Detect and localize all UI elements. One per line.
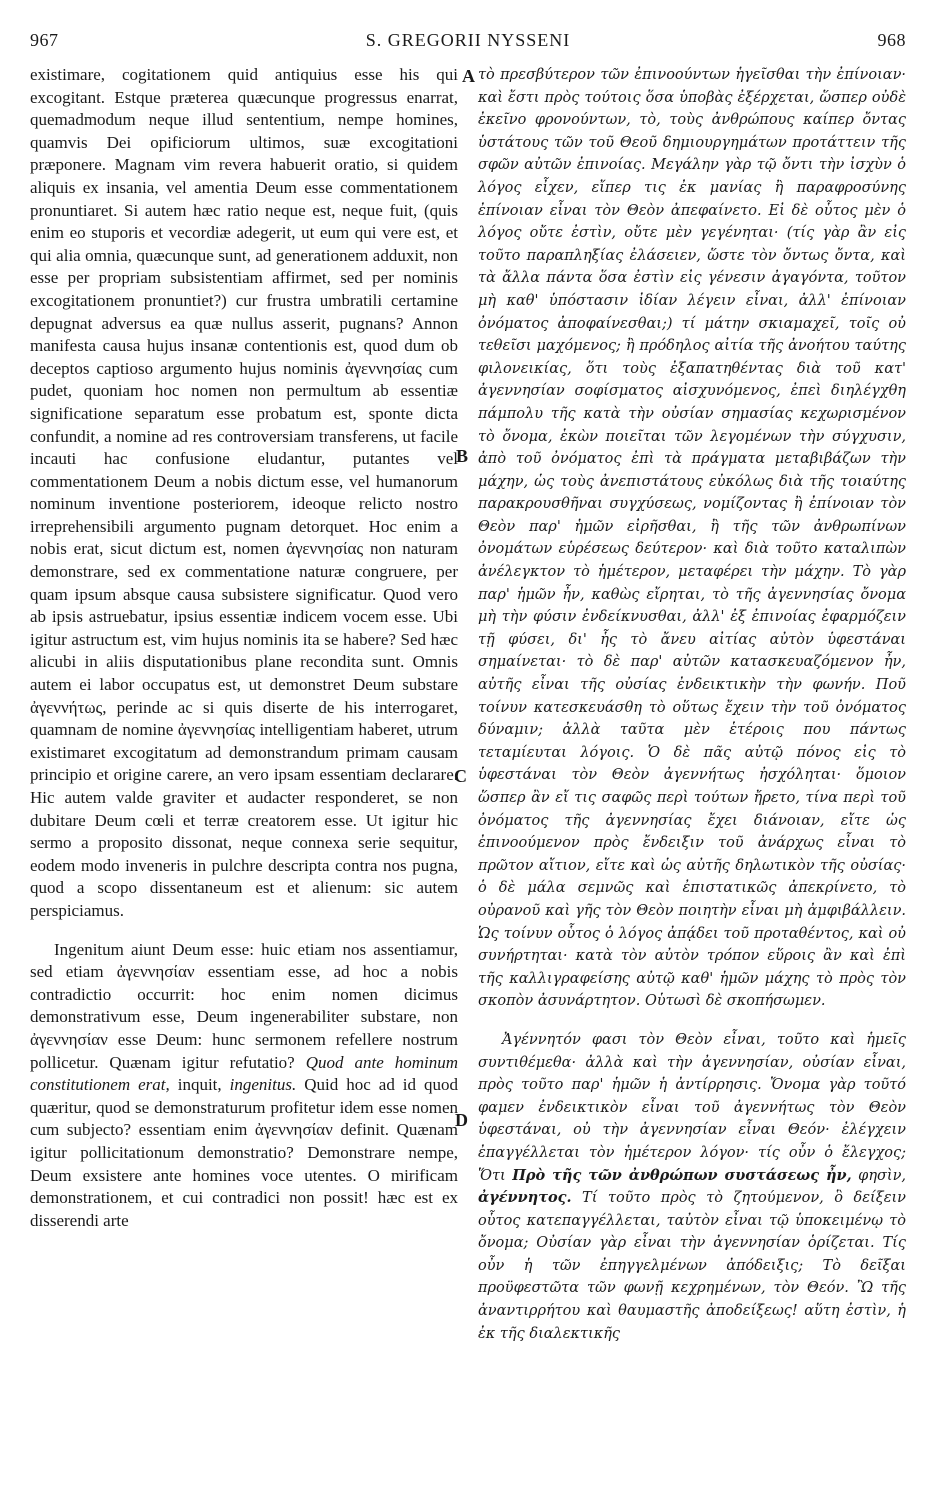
greek-column: [478, 64, 906, 1345]
margin-marker-a: A: [462, 66, 475, 86]
page-number-left: 967: [30, 30, 59, 50]
latin-paragraph-2: [30, 939, 458, 1233]
greek-p2-text-b: φησὶν,: [858, 1167, 907, 1184]
latin-p2-text-c: Quid hoc ad id quod quæritur, quod se demonstraturum profitetur idem esse nomen cum subjecto? essentiam enim ἀγεννησίαν definit. Quænam igitur pollicitationum demonstratio? Demonstrare nempe, Deum exsistere ante homines voce utentes. O mirificam demonstrationem, et cui contradici non possit! hæc est ex disserendi arte: [30, 1075, 459, 1230]
latin-p2-quote: Quod ante hominum constitutionem erat,: [30, 1052, 458, 1095]
greek-paragraph-1: τὸ πρεσβύτερον τῶν ἐπινοούντων ἡγεῖσθαι τὴν ἐπίνοιαν· καὶ ἔστι πρὸς τούτοις ὅσα ὑποβὰς ἐξέρχεται, ὥσπερ οὐδὲ ἐκεῖνο φρονούντων, τὸ, τοὺς ἀνθρώπους καίπερ ὄντας ὑστάτους τῶν τοῦ Θεοῦ δημιουργημάτων προτάττειν τῆς σφῶν αὐτῶν ἐπινοίας. Μεγάλην γὰρ τῷ ὄντι τὴν ἰσχὺν ὁ λόγος εἶχεν, εἴπερ τις ἐκ μανίας ἢ παραφροσύνης ἐπίνοιαν εἶναι τὸν Θεὸν ἀπεφαίνετο. Εἰ δὲ οὗτος μὲν ὁ λόγος οὔτε ἐστὶν, οὔτε μὲν γεγένηται· (τίς γὰρ ἂν εἰς τοῦτο παραπληξίας ἐλάσειεν, ὥστε τὸν ὄντως ὄντα, καὶ τὰ ἄλλα πάντα ὅσα ἐστὶν εἰς γένεσιν ἀγαγόντα, τοῦτον μὴ καθ' ὑπόστασιν ἰδίαν λέγειν εἶναι, ἀλλ' ἐπίνοιαν ὀνόματος ἀποφαίνεσθαι;) τί μάτην σκιαμαχεῖ, τοῖς οὐ τεθεῖσι μαχόμενος; ἢ πρόδηλος αἰτία τῆς ἀνοήτου ταύτης φιλονεικίας, ὅτι τοὺς ἐξαπατηθέντας διὰ τοῦ κατ' ἀγεννησίαν σοφίσματος αἰσχυνόμενος, ἐπεὶ διηλέγχθη πάμπολυ τῆς κατὰ τὴν οὐσίαν σημασίας κεχωρισμένον τὸ ὄνομα, ἑκὼν ποιεῖται τῶν λεγομένων τὴν σύγχυσιν, ἀπὸ τοῦ ὀνόματος ἐπὶ τὰ πράγματα μεταβιβάζων τὴν μάχην, ὡς τοὺς ἀνεπιστάτους εὐκόλως διὰ τῆς τοιαύτης παρακρουσθῆναι συγχύσεως, νομίζοντας ἢ ἐπίνοιαν τὸν Θεὸν παρ' ἡμῶν εἰρῆσθαι, ἢ τῆς τῶν ἀνθρωπίνων ὀνομάτων εὑρέσεως δεύτερον· καὶ διὰ τοῦτο καταλιπὼν ἀνέλεγκτον τὸ ἡμέτερον, μεταφέρει τὴν μάχην. Τὸ γὰρ παρ' ἡμῶν ἦν, καθὼς εἴρηται, τὸ τῆς ἀγεννησίας ὄνομα μὴ τὴν φύσιν ἐνδείκνυσθαι, ἀλλ' ἐξ ἐπινοίας ἐφαρμόζειν τῇ φύσει, δι' ἧς τὸ ἄνευ αἰτίας αὐτὸν ὑφεστάναι σημαίνεται· τὸ δὲ παρ' αὐτῶν κατασκευαζόμενον ἦν, αὐτῆς εἶναι τῆς οὐσίας ἐνδεικτικὴν τὴν φωνήν. Ποῦ τοίνυν κατεσκευάσθη τὸ οὕτως ἔχειν τὴν τοῦ ὀνόματος δύναμιν; ἀλλὰ ταῦτα μὲν ἑτέροις που πάντως τεταμίευται λόγοις. Ὁ δὲ πᾶς αὐτῷ πόνος εἰς τὸ ὑφεστάναι τὸν Θεὸν ἀγεννήτως ἠσχόληται· ὅμοιον ὥσπερ ἂν εἴ τις σαφῶς περὶ τούτων ἤρετο, τίνα περὶ τοῦ ὀνόματος τῆς ἀγεννησίας ἔχει διάνοιαν, εἴτε ὡς ἐπινοούμενον πρὸς ἔνδειξιν τοῦ ἀνάρχως εἶναι τὸ πρῶτον αἴτιον, εἴτε καὶ ὡς αὐτῆς δηλωτικὸν τῆς οὐσίας· ὁ δὲ μάλα σεμνῶς καὶ ἐπιστατικῶς ἀπεκρίνετο, τὸ οὐρανοῦ καὶ γῆς τὸν Θεὸν ποιητὴν εἶναι μὴ ἀμφιβάλλειν. Ὡς τοίνυν οὗτος ὁ λόγος ἀπᾴδει τοῦ προταθέντος, καὶ οὐ συνήρτηται· κατὰ τὸν αὐτὸν τρόπον εὕροις ἂν καὶ ἐπὶ τῆς καλλιγραφείσης αὐτῷ καθ' ἡμῶν μάχης τὸ πρὸς τὸν σκοπὸν ἀσυνάρτητον. Οὑτωσὶ δὲ σκοπήσωμεν.: [478, 67, 906, 1010]
page-header: [30, 30, 906, 54]
paragraph-gap: [478, 1013, 906, 1029]
greek-p2-text-a: Ἀγέννητόν φασι τὸν Θεὸν εἶναι, τοῦτο καὶ ἡμεῖς συντιθέμεθα· ἀλλὰ καὶ τὴν ἀγεννησίαν, οὐσίαν εἶναι, πρὸς τοῦτο παρ' ἡμῶν ἡ ἀντίρρησις. Ὄνομα γὰρ τοῦτό φαμεν ἐνδεικτικὸν εἶναι τοῦ ἀγεννήτως τὸν Θεὸν ὑφεστάναι, οὐ τὴν ἀγεννησίαν εἶναι Θεόν· ἐλέγχειν ἐπαγγέλλεται τὸν ἡμέτερον λόγον· τίς οὖν ὁ ἔλεγχος; Ὅτι: [478, 1031, 906, 1184]
latin-column: [30, 64, 458, 1232]
latin-p2-text-a: Ingenitum aiunt Deum esse: huic etiam nos assentiamur, sed etiam ἀγεννησίαν essentiam esse, ad hoc a nobis contradictio occurrit: hoc enim nomen dicimus demonstrativum esse, Deum ingenerabiliter substare, non ἀγεννησίαν esse Deum: hunc sermonem refellere nostrum pollicetur. Quænam igitur refutatio?: [30, 939, 458, 1072]
margin-marker-c: C: [454, 766, 467, 786]
margin-marker-d: D: [455, 1110, 468, 1130]
greek-p2-quote-2: ἀγέννητος.: [478, 1189, 572, 1207]
latin-paragraph-1: existimare, cogitationem quid antiquius esse his qui excogitant. Estque præterea quæcunque progressus enarrat, quemadmodum neque illud sententium, nempe homines, quamvis Dei opificiorum ultimos, suæ excogitationi præponere. Magnam vim revera habuerit oratio, si quidem aliquis ex insania, vel amentia Deum esse commentationem pronuntiaret. Si autem hæc ratio neque est, neque fuit, (quis enim eo stuporis et vecordiæ adegerit, ut eum qui vere est, et qui alia omnia, quæcunque sunt, ad generationem adduxit, non esse per propriam subsistentiam affirmet, sed per nominis excogitationem pronuntiet?) cur frustra umbratili certamine depugnat adversus ea quæ nullus asserit, pugnans? Annon manifesta causa hujus insanæ contentionis est, quod dum ob deceptos captioso argumento hujus nominis ἀγεννησίας cum pudet, quoniam hoc nomen non permultum ab essentiæ significatione separatum esse probatum est, sponte dicta confundit, a nomine ad res controversiam transferens, ut facile incauti hac confusione eludantur, putantes vel commentationem Deum a nobis dictum esse, vel humanorum nominum inventione posteriorem, ideoque relicto nostro irreprehensibili argumento pugnam detorquet. Hoc enim a nobis erat, sicut dictum est, nomen ἀγεννησίας non naturam demonstrare, sed ex commentatione naturæ congruere, per quam ipsum absque causa subsistere significatur. Quod vero ab ipsis astruebatur, ipsius essentiæ indicem vocem esse. Ubi igitur astructum est, vim hujus nominis ita se habere? Sed hæc alicubi in aliis disputationibus plane recondita sunt. Omnis autem ei labor occupatus est, ut demonstret Deum substare ἀγεννήτως, perinde ac si quis diserte de his interrogaret, quamnam de nomine ἀγεννησίας intelligentiam haberet, utrum existimaret excogitatum ad demonstrandum primam causam principio et origine carere, an vero ipsam essentiam declarare. Hic autem valde graviter et audacter responderet, se non dubitare Deum cœli et terræ creatorem esse. Ut igitur hic sermo a proposito dissonat, neque connexa serie sequitur, eodem modo inveneris in pulchre descripta contra nos pugna, quod a scopo dissentaneum est et alienum: sic autem perspiciamus.: [30, 65, 458, 920]
latin-p2-quote-2: ingenitus.: [229, 1075, 297, 1095]
greek-p2-text-c: Τί τοῦτο πρὸς τὸ ζητούμενον, ὃ δείξειν οὗτος κατεπαγγέλλεται, ταὐτὸν εἶναι τῷ ὑποκειμένῳ τὸ ὄνομα; Οὐσίαν γὰρ εἶναι τὴν ἀγεννησίαν ὁρίζεται. Τίς οὖν ἡ τῶν ἐπηγγελμένων ἀπόδειξις; Τὸ δεῖξαι προϋφεστῶτα τῶν φωνῇ κεχρημένων, τὸν Θεόν. Ὢ τῆς ἀναντιρρήτου καὶ θαυμαστῆς ἀποδείξεως! αὕτη ἐστὶν, ἡ ἐκ τῆς διαλεκτικῆς: [478, 1190, 907, 1342]
running-title: S. GREGORII NYSSENI: [365, 30, 571, 50]
greek-paragraph-2: [478, 1029, 906, 1345]
latin-p2-text-b: inquit,: [177, 1075, 222, 1095]
greek-p2-quote: Πρὸ τῆς τῶν ἀνθρώπων συστάσεως ἦν,: [512, 1166, 852, 1184]
page-number-right: 968: [877, 30, 906, 50]
margin-marker-b: B: [456, 446, 469, 466]
paragraph-gap: [30, 923, 458, 939]
